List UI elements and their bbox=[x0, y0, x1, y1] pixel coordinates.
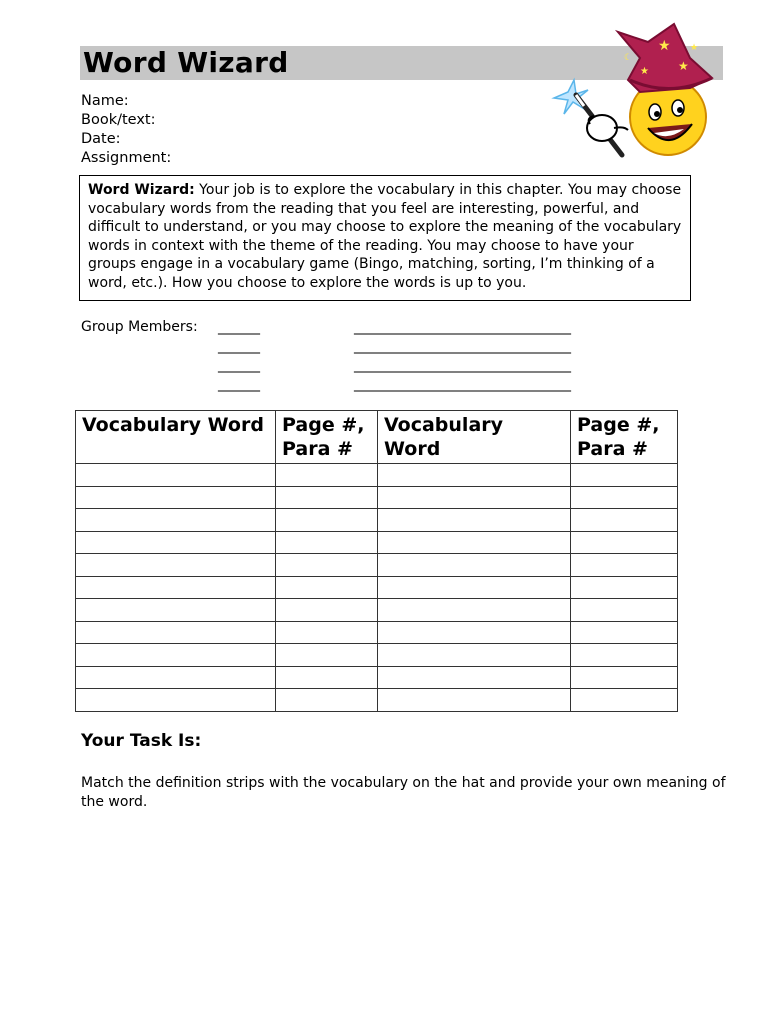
table-cell[interactable] bbox=[276, 644, 378, 667]
table-cell[interactable] bbox=[76, 599, 276, 622]
table-row bbox=[76, 464, 678, 487]
table-cell[interactable] bbox=[276, 554, 378, 577]
task-text: Match the definition strips with the vocabulary on the hat and provide your own meaning of the word. bbox=[81, 775, 726, 810]
wizard-smiley-icon bbox=[540, 20, 720, 165]
table-row bbox=[76, 486, 678, 509]
svg-text:★: ★ bbox=[678, 59, 689, 73]
info-fields bbox=[81, 92, 171, 168]
table-cell[interactable] bbox=[378, 689, 571, 712]
table-cell[interactable] bbox=[276, 599, 378, 622]
svg-text:★: ★ bbox=[658, 38, 671, 54]
group-member-blank: _______________________________ bbox=[354, 319, 571, 335]
table-row bbox=[76, 576, 678, 599]
task-heading: Your Task Is: bbox=[81, 731, 202, 751]
table-cell[interactable] bbox=[378, 599, 571, 622]
table-cell[interactable] bbox=[571, 464, 678, 487]
table-cell[interactable] bbox=[276, 576, 378, 599]
table-cell[interactable] bbox=[276, 666, 378, 689]
header-vocabulary-word: Vocabulary Word bbox=[76, 411, 276, 464]
table-cell[interactable] bbox=[571, 531, 678, 554]
svg-text:☾: ☾ bbox=[624, 53, 633, 63]
table-cell[interactable] bbox=[76, 531, 276, 554]
table-cell[interactable] bbox=[378, 644, 571, 667]
table-cell[interactable] bbox=[378, 621, 571, 644]
table-cell[interactable] bbox=[276, 486, 378, 509]
table-cell[interactable] bbox=[76, 689, 276, 712]
table-cell[interactable] bbox=[571, 621, 678, 644]
header-page-para: Page #, Para # bbox=[571, 411, 678, 464]
group-member-blank: ______ bbox=[218, 319, 260, 335]
table-cell[interactable] bbox=[76, 509, 276, 532]
table-row bbox=[76, 666, 678, 689]
table-row bbox=[76, 621, 678, 644]
table-row bbox=[76, 644, 678, 667]
table-row bbox=[76, 599, 678, 622]
table-cell[interactable] bbox=[571, 486, 678, 509]
group-member-blank: ______ bbox=[218, 338, 260, 354]
table-cell[interactable] bbox=[378, 509, 571, 532]
table-cell[interactable] bbox=[276, 531, 378, 554]
group-members-label: Group Members: bbox=[81, 319, 198, 335]
table-cell[interactable] bbox=[76, 621, 276, 644]
group-member-blank: ______ bbox=[218, 376, 260, 392]
table-cell[interactable] bbox=[276, 464, 378, 487]
assignment-field-label: Assignment: bbox=[81, 150, 172, 166]
table-cell[interactable] bbox=[276, 621, 378, 644]
table-cell[interactable] bbox=[571, 689, 678, 712]
table-cell[interactable] bbox=[571, 509, 678, 532]
table-cell[interactable] bbox=[76, 464, 276, 487]
table-cell[interactable] bbox=[378, 486, 571, 509]
header-page-para: Page #, Para # bbox=[276, 411, 378, 464]
book-text-field-label: Book/text: bbox=[81, 112, 156, 128]
table-cell[interactable] bbox=[378, 531, 571, 554]
table-row bbox=[76, 554, 678, 577]
group-member-blank: _______________________________ bbox=[354, 357, 571, 373]
table-row bbox=[76, 689, 678, 712]
header-vocabulary-word: Vocabulary Word bbox=[378, 411, 571, 464]
svg-text:★: ★ bbox=[640, 66, 649, 77]
vocabulary-table bbox=[75, 410, 678, 712]
table-cell[interactable] bbox=[378, 464, 571, 487]
description-lead: Word Wizard: bbox=[88, 182, 195, 198]
description-box bbox=[79, 175, 691, 301]
table-cell[interactable] bbox=[276, 689, 378, 712]
table-cell[interactable] bbox=[378, 554, 571, 577]
page-title: Word Wizard bbox=[83, 46, 289, 79]
table-cell[interactable] bbox=[76, 486, 276, 509]
table-cell[interactable] bbox=[378, 666, 571, 689]
table-cell[interactable] bbox=[571, 554, 678, 577]
table-cell[interactable] bbox=[571, 644, 678, 667]
table-cell[interactable] bbox=[276, 509, 378, 532]
table-header-row bbox=[76, 411, 678, 464]
group-member-blank: _______________________________ bbox=[354, 376, 571, 392]
svg-text:★: ★ bbox=[690, 43, 699, 53]
table-row bbox=[76, 509, 678, 532]
table-cell[interactable] bbox=[76, 666, 276, 689]
date-field-label: Date: bbox=[81, 131, 121, 147]
table-cell[interactable] bbox=[571, 666, 678, 689]
table-row bbox=[76, 531, 678, 554]
group-member-blank: _______________________________ bbox=[354, 338, 571, 354]
table-cell[interactable] bbox=[378, 576, 571, 599]
table-cell[interactable] bbox=[76, 554, 276, 577]
group-member-blank: ______ bbox=[218, 357, 260, 373]
name-field-label: Name: bbox=[81, 93, 129, 109]
table-cell[interactable] bbox=[571, 576, 678, 599]
table-cell[interactable] bbox=[571, 599, 678, 622]
sparkle-icon bbox=[554, 80, 588, 114]
description-text: Your job is to explore the vocabulary in this chapter. You may choose vocabulary words from the reading that you feel are interesting, powerful, and difficult to understand, or you may choose to explore the meaning of the vocabulary words in context with the theme of the reading. You may choose to have your groups engage in a vocabulary game (Bingo, matching, sorting, I’m thinking of a word, etc.). How you choose to explore the words is up to you. bbox=[88, 182, 682, 291]
table-cell[interactable] bbox=[76, 644, 276, 667]
table-cell[interactable] bbox=[76, 576, 276, 599]
